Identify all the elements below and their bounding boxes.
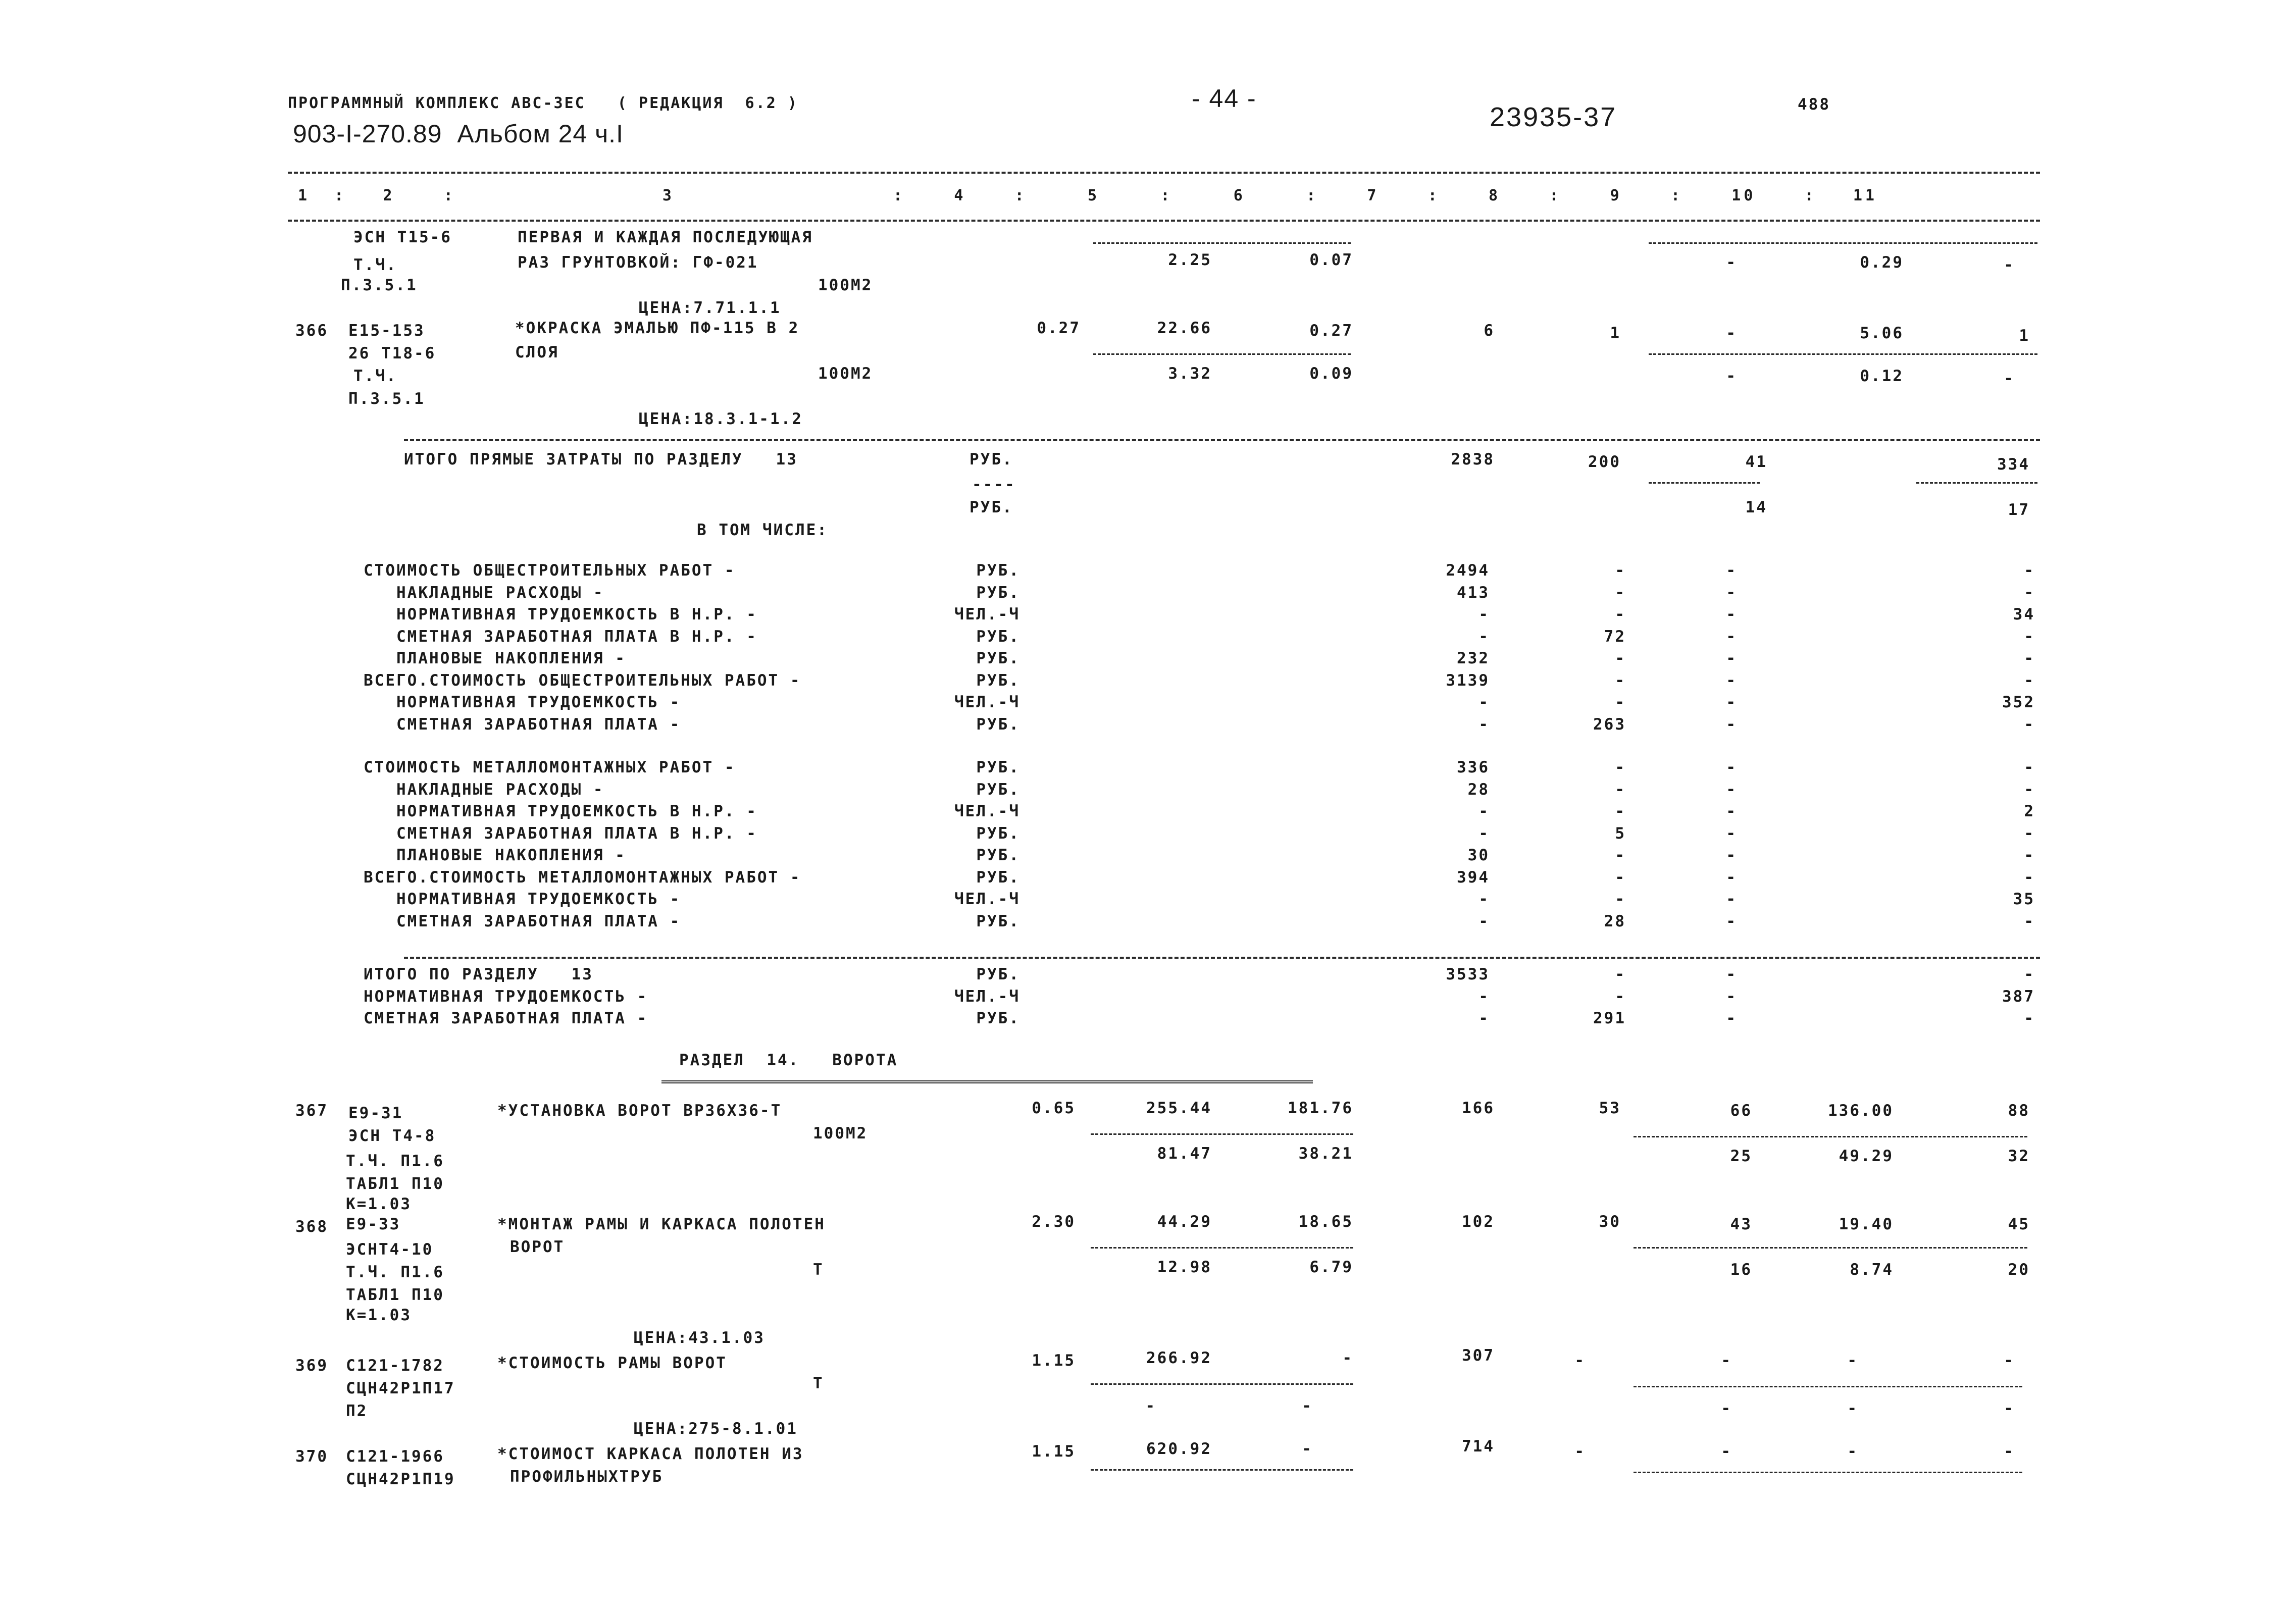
unit-cell: РУБ. <box>976 846 1020 864</box>
value-cell: 0.27 <box>1037 319 1081 337</box>
cell-rule <box>1649 242 2037 244</box>
value-cell: - <box>2004 256 2015 274</box>
value-cell: 352 <box>2002 693 2035 711</box>
value-cell: - <box>1615 671 1626 690</box>
value-cell: - <box>1726 561 1737 580</box>
value-cell: - <box>1726 965 1737 983</box>
unit-cell: ЧЕЛ.-Ч <box>954 802 1020 820</box>
value-cell: 3139 <box>1446 671 1490 690</box>
value-cell: 387 <box>2002 987 2035 1006</box>
code-cell: Т.Ч. П1.6 <box>346 1263 444 1281</box>
value-cell: - <box>1726 583 1737 602</box>
value-cell: - <box>1721 1442 1732 1461</box>
description-cell: СЛОЯ <box>515 343 559 361</box>
code-cell: П2 <box>346 1402 368 1420</box>
value-cell: - <box>1847 1352 1858 1370</box>
unit-cell: РУБ. <box>976 561 1020 580</box>
value-cell: - <box>1726 649 1737 667</box>
value-cell: 1 <box>2019 327 2030 345</box>
value-cell: - <box>2024 1009 2035 1027</box>
value-cell: 413 <box>1457 583 1490 602</box>
value-cell: - <box>1615 868 1626 887</box>
code-cell: ЭСН Т4-8 <box>348 1127 436 1145</box>
summary-label: СТОИМОСТЬ ОБЩЕСТРОИТЕЛЬНЫХ РАБОТ - <box>364 561 736 580</box>
unit-cell: 100М2 <box>813 1124 868 1142</box>
value-cell: - <box>1615 693 1626 711</box>
value-cell: 181.76 <box>1288 1099 1353 1117</box>
unit-cell: ЧЕЛ.-Ч <box>954 890 1020 908</box>
page-number: - 44 - <box>1192 84 1257 113</box>
header-rule-bottom <box>288 220 2040 222</box>
value-cell: - <box>1615 802 1626 820</box>
value-cell: - <box>2024 846 2035 864</box>
cell-rule <box>1634 1472 2022 1473</box>
code-cell: Т.Ч. П1.6 <box>346 1152 444 1170</box>
summary-label: СМЕТНАЯ ЗАРАБОТНАЯ ПЛАТА - <box>364 912 681 930</box>
unit-rule: ---- <box>972 476 1016 494</box>
unit-cell: РУБ. <box>976 965 1020 983</box>
value-cell: 19.40 <box>1839 1215 1894 1233</box>
value-cell: 38.21 <box>1298 1145 1353 1163</box>
value-cell: - <box>2024 965 2035 983</box>
value-cell: 41 <box>1745 453 1767 471</box>
price-ref: ЦЕНА:275-8.1.01 <box>634 1420 798 1438</box>
value-cell: 2494 <box>1446 561 1490 580</box>
value-cell: 5.06 <box>1860 324 1904 342</box>
unit-cell: Т <box>813 1261 824 1279</box>
value-cell: - <box>1726 780 1737 799</box>
cell-rule <box>1093 242 1351 244</box>
value-cell: - <box>1615 583 1626 602</box>
value-cell: - <box>1726 912 1737 930</box>
value-cell: 28 <box>1604 912 1626 930</box>
value-cell: 22.66 <box>1157 319 1212 337</box>
value-cell: - <box>2024 758 2035 776</box>
unit-cell: ЧЕЛ.-Ч <box>954 693 1020 711</box>
value-cell: 394 <box>1457 868 1490 887</box>
cell-rule <box>1091 1133 1353 1135</box>
summary-label: ПЛАНОВЫЕ НАКОПЛЕНИЯ - <box>364 846 626 864</box>
code-cell: Т.Ч. <box>353 256 397 274</box>
value-cell: 291 <box>1593 1009 1626 1027</box>
value-cell: - <box>1615 605 1626 624</box>
value-cell: - <box>1342 1349 1353 1367</box>
value-cell: - <box>2024 671 2035 690</box>
value-cell: 232 <box>1457 649 1490 667</box>
value-cell: - <box>1478 912 1490 930</box>
value-cell: - <box>1726 802 1737 820</box>
value-cell: - <box>2004 1442 2015 1461</box>
unit-cell: РУБ. <box>976 824 1020 843</box>
header-rule-top <box>288 172 2040 174</box>
code-cell: Е9-33 <box>346 1215 401 1233</box>
value-cell: 136.00 <box>1828 1102 1894 1120</box>
column-header: 1 : 2 : 3 : 4 : 5 : 6 : 7 : 8 : 9 : 10 : 11 <box>298 187 1877 204</box>
value-cell: 1.15 <box>1032 1352 1076 1370</box>
value-cell: 3.32 <box>1168 365 1212 383</box>
value-cell: - <box>1574 1352 1586 1370</box>
sheet-number: 488 <box>1798 95 1830 114</box>
description-cell: *УСТАНОВКА ВОРОТ ВР36Х36-Т <box>497 1102 782 1120</box>
value-cell: 0.27 <box>1309 322 1353 340</box>
description-cell: ПРОФИЛЬНЫХТРУБ <box>510 1468 664 1486</box>
value-cell: - <box>1847 1442 1858 1461</box>
value-cell: - <box>1302 1440 1313 1458</box>
summary-label: ВСЕГО.СТОИМОСТЬ МЕТАЛЛОМОНТАЖНЫХ РАБОТ - <box>364 868 801 887</box>
unit-cell: РУБ. <box>976 780 1020 799</box>
value-cell: 2.30 <box>1032 1213 1076 1231</box>
code-cell: ЭСН Т15-6 <box>353 228 452 246</box>
unit-cell: РУБ. <box>976 758 1020 776</box>
section-underline <box>661 1080 1313 1083</box>
description-cell: *СТОИМОСТ КАРКАСА ПОЛОТЕН ИЗ <box>497 1445 804 1463</box>
unit-cell: РУБ. <box>970 498 1013 516</box>
value-cell: 72 <box>1604 627 1626 646</box>
summary-label: СМЕТНАЯ ЗАРАБОТНАЯ ПЛАТА В Н.Р. - <box>364 824 757 843</box>
price-ref: ЦЕНА:43.1.03 <box>634 1329 765 1347</box>
code-cell: С121-1966 <box>346 1447 444 1466</box>
value-cell: 43 <box>1730 1215 1752 1233</box>
unit-cell: РУБ. <box>976 671 1020 690</box>
value-cell: - <box>1847 1399 1858 1418</box>
value-cell: 30 <box>1599 1213 1621 1231</box>
value-cell: - <box>1721 1399 1732 1418</box>
code-cell: С121-1782 <box>346 1357 444 1375</box>
value-cell: 25 <box>1730 1147 1752 1165</box>
summary-label: НОРМАТИВНАЯ ТРУДОЕМКОСТЬ - <box>364 890 681 908</box>
value-cell: 17 <box>2008 501 2030 519</box>
cell-rule <box>1634 1136 2027 1137</box>
value-cell: 714 <box>1462 1437 1495 1456</box>
value-cell: - <box>1726 253 1737 272</box>
value-cell: 30 <box>1467 846 1490 864</box>
value-cell: - <box>1726 824 1737 843</box>
value-cell: - <box>2024 715 2035 734</box>
cell-rule <box>1649 353 2037 355</box>
code-cell: ТАБЛ1 П10 <box>346 1175 444 1193</box>
value-cell: - <box>2024 627 2035 646</box>
program-title: ПРОГРАММНЫЙ КОМПЛЕКС АВС-ЗЕС ( РЕДАКЦИЯ 6.2 ) <box>288 94 798 112</box>
value-cell: 2838 <box>1451 450 1495 469</box>
row-number: 366 <box>295 322 328 340</box>
description-cell: *СТОИМОСТЬ РАМЫ ВОРОТ <box>497 1354 727 1372</box>
description-cell: ВОРОТ <box>510 1238 565 1256</box>
code-cell: Е9-31 <box>348 1104 403 1122</box>
unit-cell: Т <box>813 1374 824 1392</box>
value-cell: - <box>1726 605 1737 624</box>
document-code: 23935-37 <box>1490 102 1617 132</box>
row-number: 369 <box>295 1357 328 1375</box>
value-cell: - <box>1615 846 1626 864</box>
value-cell: - <box>2024 780 2035 799</box>
value-cell: 0.12 <box>1860 367 1904 385</box>
value-cell: - <box>1302 1397 1313 1415</box>
code-cell: П.3.5.1 <box>341 276 418 294</box>
cell-rule <box>1091 1469 1353 1471</box>
value-cell: 1.15 <box>1032 1442 1076 1461</box>
value-cell: - <box>1145 1397 1156 1415</box>
summary-label: НАКЛАДНЫЕ РАСХОДЫ - <box>364 583 604 602</box>
value-cell: - <box>1726 367 1737 385</box>
value-cell: - <box>1478 802 1490 820</box>
summary-label: ВСЕГО.СТОИМОСТЬ ОБЩЕСТРОИТЕЛЬНЫХ РАБОТ - <box>364 671 801 690</box>
value-cell: - <box>1615 890 1626 908</box>
value-cell: 255.44 <box>1146 1099 1212 1117</box>
summary-label: СТОИМОСТЬ МЕТАЛЛОМОНТАЖНЫХ РАБОТ - <box>364 758 736 776</box>
row-number: 370 <box>295 1447 328 1466</box>
value-cell: - <box>1615 780 1626 799</box>
code-cell: СЦН42Р1П19 <box>346 1470 455 1488</box>
value-cell: - <box>1478 890 1490 908</box>
value-cell: - <box>1615 561 1626 580</box>
value-cell: 45 <box>2008 1215 2030 1233</box>
unit-cell: РУБ. <box>976 583 1020 602</box>
unit-cell: РУБ. <box>976 1009 1020 1027</box>
value-cell: 0.09 <box>1309 365 1353 383</box>
value-cell: 28 <box>1467 780 1490 799</box>
code-cell: СЦН42Р1П17 <box>346 1379 455 1397</box>
value-cell: 88 <box>2008 1102 2030 1120</box>
summary-label: НОРМАТИВНАЯ ТРУДОЕМКОСТЬ - <box>364 987 648 1006</box>
summary-label: НОРМАТИВНАЯ ТРУДОЕМКОСТЬ В Н.Р. - <box>364 802 757 820</box>
value-cell: 16 <box>1730 1261 1752 1279</box>
value-cell: 32 <box>2008 1147 2030 1165</box>
unit-cell: РУБ. <box>976 868 1020 887</box>
value-cell: 0.65 <box>1032 1099 1076 1117</box>
summary-label: СМЕТНАЯ ЗАРАБОТНАЯ ПЛАТА - <box>364 715 681 734</box>
value-cell: 35 <box>2013 890 2035 908</box>
value-cell: - <box>1478 987 1490 1006</box>
value-cell: 2 <box>2024 802 2035 820</box>
value-cell: 49.29 <box>1839 1147 1894 1165</box>
summary-label: ИТОГО ПО РАЗДЕЛУ 13 <box>364 965 593 983</box>
value-cell: - <box>1726 324 1737 342</box>
summary-label: СМЕТНАЯ ЗАРАБОТНАЯ ПЛАТА В Н.Р. - <box>364 627 757 646</box>
unit-cell: РУБ. <box>976 649 1020 667</box>
unit-cell: 100М2 <box>818 276 873 294</box>
summary-label: СМЕТНАЯ ЗАРАБОТНАЯ ПЛАТА - <box>364 1009 648 1027</box>
value-cell: - <box>1726 758 1737 776</box>
value-cell: - <box>1615 987 1626 1006</box>
value-cell: - <box>2024 912 2035 930</box>
cell-rule <box>1634 1386 2022 1387</box>
value-cell: 620.92 <box>1146 1440 1212 1458</box>
value-cell: 12.98 <box>1157 1258 1212 1276</box>
value-cell: - <box>2004 370 2015 388</box>
value-cell: 6.79 <box>1309 1258 1353 1276</box>
section-rule <box>404 957 2040 959</box>
cell-rule <box>1091 1383 1353 1385</box>
album-title: 903-I-270.89 Альбом 24 ч.I <box>293 120 624 148</box>
value-cell: 336 <box>1457 758 1490 776</box>
value-cell: - <box>1478 715 1490 734</box>
code-cell: Т.Ч. <box>353 367 397 385</box>
value-cell: 81.47 <box>1157 1145 1212 1163</box>
price-ref: ЦЕНА:7.71.1.1 <box>639 299 781 317</box>
code-cell: К=1.03 <box>346 1195 412 1213</box>
section-title: РАЗДЕЛ 14. ВОРОТА <box>679 1051 898 1069</box>
description-cell: *ОКРАСКА ЭМАЛЬЮ ПФ-115 В 2 <box>515 319 800 337</box>
value-cell: - <box>1615 649 1626 667</box>
value-cell: 20 <box>2008 1261 2030 1279</box>
summary-label: НОРМАТИВНАЯ ТРУДОЕМКОСТЬ - <box>364 693 681 711</box>
code-cell: ТАБЛ1 П10 <box>346 1286 444 1304</box>
unit-cell: РУБ. <box>976 627 1020 646</box>
code-cell: Е15-153 <box>348 322 425 340</box>
value-cell: - <box>1478 605 1490 624</box>
value-cell: 44.29 <box>1157 1213 1212 1231</box>
value-cell: 6 <box>1484 322 1495 340</box>
value-cell: - <box>1726 890 1737 908</box>
description-cell: *МОНТАЖ РАМЫ И КАРКАСА ПОЛОТЕН <box>497 1215 826 1233</box>
summary-label: НАКЛАДНЫЕ РАСХОДЫ - <box>364 780 604 799</box>
value-cell: 200 <box>1588 453 1621 471</box>
value-cell: 8.74 <box>1850 1261 1894 1279</box>
including-label: В ТОМ ЧИСЛЕ: <box>697 521 828 539</box>
value-cell: 334 <box>1997 455 2030 474</box>
value-cell: 53 <box>1599 1099 1621 1117</box>
cell-rule <box>1634 1247 2027 1249</box>
code-cell: К=1.03 <box>346 1306 412 1324</box>
value-cell: - <box>1615 758 1626 776</box>
value-cell: - <box>1726 987 1737 1006</box>
summary-label: НОРМАТИВНАЯ ТРУДОЕМКОСТЬ В Н.Р. - <box>364 605 757 624</box>
value-cell: 166 <box>1462 1099 1495 1117</box>
value-cell: - <box>2024 649 2035 667</box>
value-cell: 263 <box>1593 715 1626 734</box>
value-cell: - <box>2024 824 2035 843</box>
unit-cell: РУБ. <box>976 715 1020 734</box>
row-number: 367 <box>295 1102 328 1120</box>
cell-rule <box>1649 482 1760 484</box>
code-cell: П.3.5.1 <box>348 390 425 408</box>
price-ref: ЦЕНА:18.3.1-1.2 <box>639 410 803 428</box>
value-cell: - <box>2004 1352 2015 1370</box>
value-cell: 66 <box>1730 1102 1752 1120</box>
code-cell: 26 Т18-6 <box>348 344 436 362</box>
unit-cell: РУБ. <box>976 912 1020 930</box>
value-cell: - <box>1478 1009 1490 1027</box>
value-cell: - <box>2004 1399 2015 1418</box>
value-cell: 14 <box>1745 498 1767 516</box>
value-cell: - <box>1726 846 1737 864</box>
description-cell: ПЕРВАЯ И КАЖДАЯ ПОСЛЕДУЮЩАЯ <box>518 228 813 246</box>
value-cell: - <box>1721 1352 1732 1370</box>
value-cell: 307 <box>1462 1346 1495 1365</box>
value-cell: - <box>1726 627 1737 646</box>
value-cell: 1 <box>1610 324 1621 342</box>
description-cell: РАЗ ГРУНТОВКОЙ: ГФ-021 <box>518 253 758 272</box>
row-number: 368 <box>295 1218 328 1236</box>
value-cell: - <box>1726 868 1737 887</box>
value-cell: 0.07 <box>1309 251 1353 269</box>
value-cell: 18.65 <box>1298 1213 1353 1231</box>
value-cell: - <box>2024 561 2035 580</box>
value-cell: - <box>1574 1442 1586 1461</box>
value-cell: 2.25 <box>1168 251 1212 269</box>
unit-cell: 100М2 <box>818 365 873 383</box>
unit-cell: РУБ. <box>970 450 1013 469</box>
value-cell: 5 <box>1615 824 1626 843</box>
value-cell: - <box>1615 965 1626 983</box>
value-cell: 266.92 <box>1146 1349 1212 1367</box>
cell-rule <box>1091 1247 1353 1249</box>
value-cell: 0.29 <box>1860 253 1904 272</box>
total-label: ИТОГО ПРЯМЫЕ ЗАТРАТЫ ПО РАЗДЕЛУ 13 <box>404 450 798 469</box>
summary-label: ПЛАНОВЫЕ НАКОПЛЕНИЯ - <box>364 649 626 667</box>
value-cell: - <box>2024 868 2035 887</box>
cell-rule <box>1093 353 1351 355</box>
value-cell: 102 <box>1462 1213 1495 1231</box>
value-cell: - <box>2024 583 2035 602</box>
unit-cell: ЧЕЛ.-Ч <box>954 987 1020 1006</box>
value-cell: - <box>1478 693 1490 711</box>
value-cell: - <box>1726 715 1737 734</box>
section-rule <box>404 439 2040 441</box>
unit-cell: ЧЕЛ.-Ч <box>954 605 1020 624</box>
value-cell: - <box>1478 627 1490 646</box>
code-cell: ЭСНТ4-10 <box>346 1240 434 1259</box>
value-cell: - <box>1726 671 1737 690</box>
value-cell: - <box>1726 693 1737 711</box>
value-cell: 34 <box>2013 605 2035 624</box>
cell-rule <box>1916 482 2037 484</box>
value-cell: 3533 <box>1446 965 1490 983</box>
value-cell: - <box>1478 824 1490 843</box>
value-cell: - <box>1726 1009 1737 1027</box>
